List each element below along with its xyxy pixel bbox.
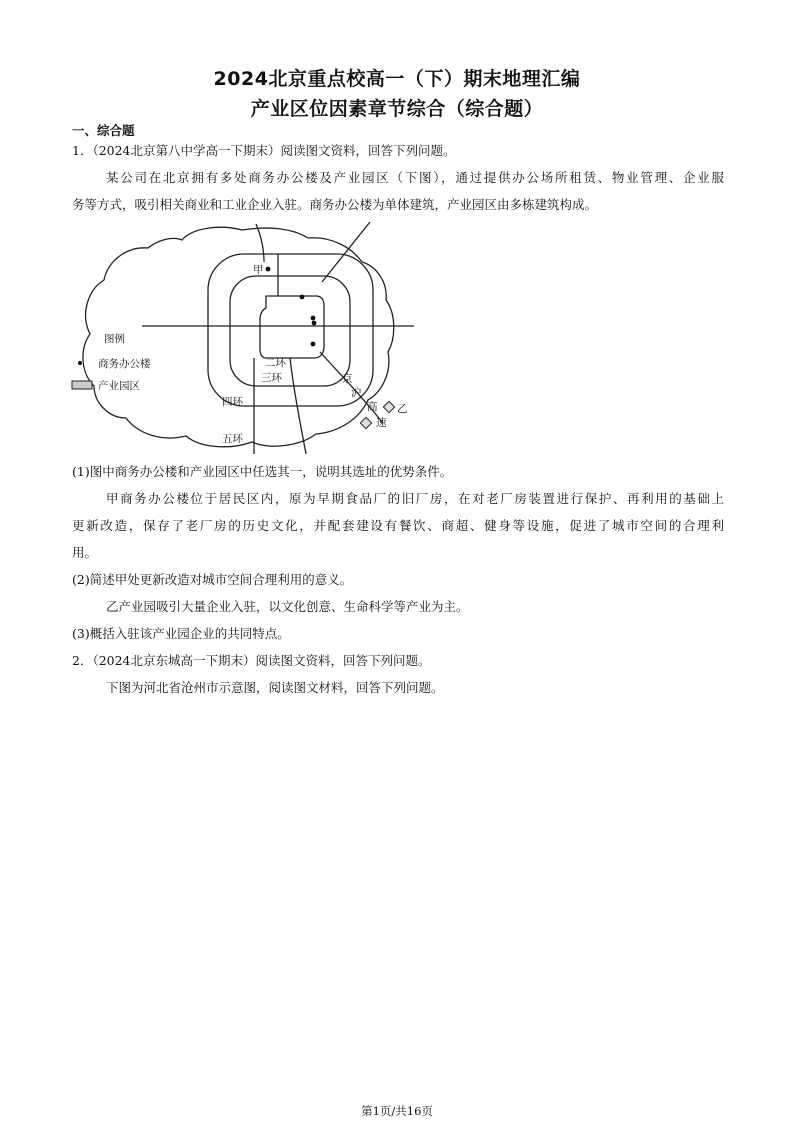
section-heading: 一、综合题 (72, 123, 135, 138)
beijing-ring-road-map (70, 222, 415, 454)
label-ring2: 二环 (265, 357, 286, 369)
office-dot (311, 316, 316, 321)
q2-paragraph-1: 下图为河北省沧州市示意图，阅读图文材料，回答下列问题。 (106, 680, 444, 695)
industrial-park (360, 417, 371, 428)
q1-sub-question-3: (3)概括入驻该产业园企业的共同特点。 (72, 626, 290, 641)
label-ring3: 三环 (261, 372, 282, 384)
q1-sub-question-2: (2)简述甲处更新改造对城市空间合理利用的意义。 (72, 572, 353, 587)
industrial-park-yi (383, 401, 394, 412)
legend-park-swatch (72, 381, 92, 389)
q1-paragraph-1-line-1: 某公司在北京拥有多处商务办公楼及产业园区（下图），通过提供办公场所租赁、物业管理、企业服 (106, 170, 724, 185)
label-jia: 甲 (253, 264, 264, 276)
label-hw-su: 速 (376, 417, 387, 429)
q1-paragraph-3: 乙产业园吸引大量企业入驻，以文化创意、生命科学等产业为主。 (106, 599, 469, 614)
label-hw-hu: 沪 (351, 387, 362, 399)
legend-title: 图例 (104, 333, 125, 345)
office-dot (300, 295, 305, 300)
q1-sub-question-1: (1)图中商务办公楼和产业园区中任选其一，说明其选址的优势条件。 (72, 464, 453, 479)
q1-paragraph-2-line-1: 甲商务办公楼位于居民区内，原为早期食品厂的旧厂房，在对老厂房装置进行保护、再利用的基础上 (106, 491, 724, 506)
q1-paragraph-2-line-2: 更新改造，保存了老厂房的历史文化，并配套建设有餐饮、商超、健身等设施，促进了城市空间的合理利 (72, 518, 724, 533)
label-ring4: 四环 (222, 396, 243, 408)
northeast-road (322, 222, 370, 282)
q1-paragraph-2-line-3: 用。 (72, 545, 98, 560)
legend-park-label: 产业园区 (98, 380, 140, 392)
label-hw-jing: 京 (342, 373, 353, 385)
page-footer: 第1页/共16页 (361, 1104, 433, 1118)
legend-office-dot (78, 361, 82, 365)
fourth-ring-road (230, 276, 350, 386)
page-subtitle: 产业区位因素章节综合（综合题） (250, 98, 544, 120)
question-1-stem: 1．（2024北京第八中学高一下期末）阅读图文资料，回答下列问题。 (72, 143, 456, 158)
office-dot (311, 342, 316, 347)
label-yi: 乙 (397, 403, 408, 415)
label-hw-gao: 高 (367, 401, 378, 413)
office-dot (312, 321, 317, 326)
office-dot-jia (266, 267, 271, 272)
second-ring-road (260, 296, 324, 358)
question-2-stem: 2．（2024北京东城高一下期末）阅读图文资料，回答下列问题。 (72, 653, 431, 668)
north-road (256, 224, 264, 262)
q1-paragraph-1-line-2: 务等方式，吸引相关商业和工业企业入驻。商务办公楼为单体建筑，产业园区由多栋建筑构成。 (72, 197, 598, 212)
legend-office-label: 商务办公楼 (98, 358, 151, 370)
page-title: 2024北京重点校高一（下）期末地理汇编 (213, 68, 581, 90)
label-ring5: 五环 (222, 433, 243, 445)
city-boundary (83, 227, 394, 447)
